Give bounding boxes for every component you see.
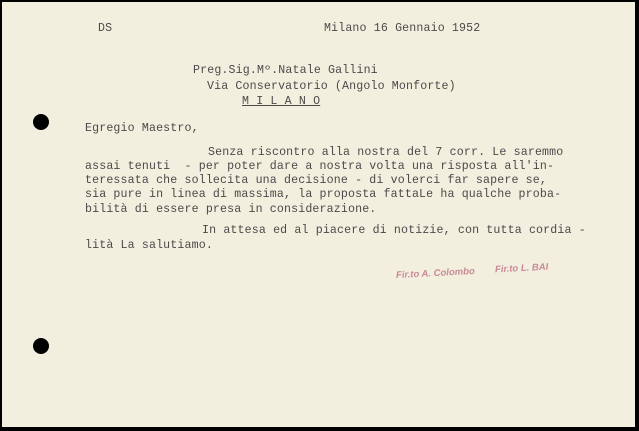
recipient-name: Preg.Sig.Mº.Natale Gallini <box>193 64 378 77</box>
salutation: Egregio Maestro, <box>85 122 199 135</box>
punch-hole-top <box>33 114 49 130</box>
body-line: Senza riscontro alla nostra del 7 corr. Le saremmo <box>208 146 564 159</box>
body-line: bilità di essere presa in considerazione. <box>85 203 377 216</box>
punch-hole-bottom <box>33 338 49 354</box>
body-line: teressata che sollecita una decisione - di volerci far sapere se, <box>85 174 547 187</box>
sender-initials: DS <box>98 22 113 35</box>
signature-bai: Fir.to L. BAI <box>494 261 549 276</box>
body-line: lità La salutiamo. <box>85 239 213 252</box>
letter-page <box>2 2 635 427</box>
body-line: sia pure in linea di massima, la proposta fattaLe ha qualche proba- <box>85 188 562 201</box>
recipient-address: Via Conservatorio (Angolo Monforte) <box>207 80 456 93</box>
body-line: assai tenuti - per poter dare a nostra volta una risposta all'in- <box>85 160 555 173</box>
recipient-city: M I L A N O <box>242 95 321 108</box>
body-line: In attesa ed al piacere di notizie, con tutta cordia - <box>202 224 586 237</box>
letter-date: Milano 16 Gennaio 1952 <box>324 22 481 35</box>
signature-colombo: Fir.to A. Colombo <box>395 265 476 282</box>
